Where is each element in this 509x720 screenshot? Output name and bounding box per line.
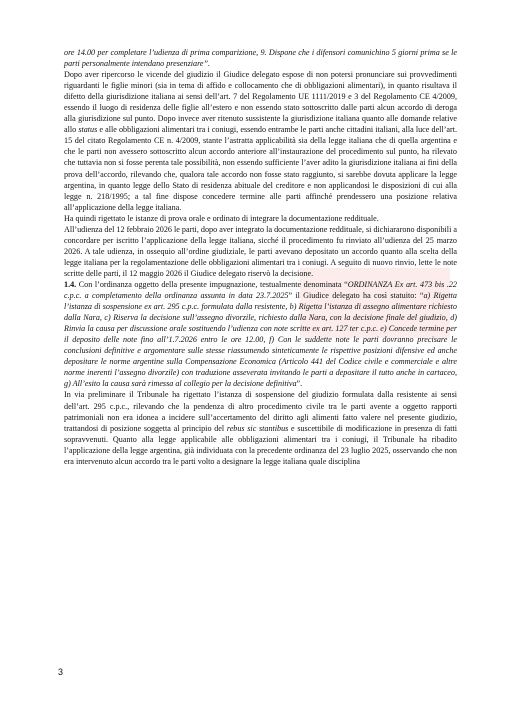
section-number: 1.4. (64, 279, 77, 289)
paragraph-evidence: Ha quindi rigettato le istanze di prova orale e ordinato di integrare la documentazione reddituale. (64, 213, 379, 223)
paragraph-ordinance-part-a: Con l’ordinanza oggetto della presente impugnazione, testualmente denominata “ (76, 279, 348, 289)
paragraph-jurisdiction (64, 69, 457, 213)
paragraph-quote-end: ore 14.00 per completare l’udienza di prima comparizione, 9. Dispone che i difensori comunichino 5 giorni prima se le parti personalmente intendano presenziare”. (64, 48, 457, 69)
paragraph-tribunal-part-b: e suscettibile di modificazione in presenza di fatti sopravvenuti. Quanto alla legge applicabile alle obbligazioni alimentari tra i coniugi, il Tribunale ha ribadito l’applicazione della legge argentina, già individuata con la precedente ordinanza del 23 luglio 2025, osservando che non era intervenuto alcun accordo tra le parti volto a designare la legge italiana quale disciplina (64, 423, 457, 466)
status-term: status (78, 125, 98, 135)
document-body (64, 47, 457, 467)
paragraph-tribunal-part-a: In via preliminare il Tribunale ha rigettato l’istanza di sospensione del giudizio formulata dalla resistente ai sensi dell’art. 295 c.p.c., rilevando che la pendenza di altro procedimento civile tra le parti avente a oggetto rapporti patrimoniali non era idonea a incidere sull’accertamento del diritto agli alimenti fatto valere nel presente giudizio, trattandosi di posizione soggetta al principio del (64, 390, 457, 433)
paragraph-ordinance-part-b: ” il Giudice delegato ha così statuito: “ (288, 291, 424, 301)
ordinance-title: ORDINANZA Ex art. 473 bis .22 c.p.c. a completamento della ordinanza assunta in data 23.7.2025 (64, 279, 457, 301)
paragraph-ordinance (64, 279, 457, 389)
paragraph-tribunal (64, 389, 457, 466)
ordinance-quote: a) Rigetta l’istanza di sospensione ex art. 295 c.p.c. formulata dalla resistente, b) Rigetta l’istanza di assegno alimentare richiesto dalla Nara, c) Riserva la decisione sull’assegno divorzile, richiesto dalla Nara, con la decisione finale del giudizio, d) Rinvia la causa per discussione orale sostituendo l’udienza con note scritte ex art. 127 ter c.p.c. e) Concede termine per il deposito delle note fino all’1.7.2026 entro le ore 12.00, f) Con le suddette note le parti dovranno precisare le conclusioni definitive e argomentare sulle stesse riassumendo sinteticamente le rispettive posizioni difensive ed anche depositare le norme argentine sulla Compensazione Economica (Articolo 441 del Codice civile e commerciale e altre norme inerenti l’assegno divorzile) con traduzione asseverata invitando le parti a depositare il tutto anche in cartaceo, g) All’esito la causa sarà rimessa al collegio per la decisione definitiva (64, 291, 457, 389)
paragraph-jurisdiction-part-a: Dopo aver ripercorso le vicende del giudizio il Giudice delegato espose di non potersi pronunciare sui provvedimenti riguardanti le figlie minori (sia in tema di affido e collocamento che di obbligazioni alimentari), in quanto risultava il difetto della giurisdizione italiana ai sensi dell’art. 7 del Regolamento UE 1111/2019 e 3 del Regolamento CE 4/2009, essendo il luogo di residenza delle figlie all’estero e non essendo stato sottoscritto dalle parti alcun accordo di deroga alla giurisdizione sul punto. Dopo invece aver ritenuto sussistente la giurisdizione italiana quanto alle domande relative allo (64, 70, 457, 135)
paragraph-jurisdiction-part-b: e alle obbligazioni alimentari tra i coniugi, essendo entrambe le parti anche cittadini italiani, alla luce dell’art. 15 del citato Regolamento CE n. 4/2009, stante l’astratta applicabilità sia della legge italiana che di quella argentina e che le parti non avessero sottoscritto alcun accordo anteriore all’instaurazione del procedimento sul punto, ha rilevato che tuttavia non si fosse perenta tale possibilità, non essendo sufficiente l’aver adito la giurisdizione italiana ai fini della prova dell’accordo, rilevando che, qualora tale accordo non fosse stato raggiunto, si sarebbe dovuta applicare la legge argentina, in quanto legge dello Stato di residenza abituale del creditore e non applicandosi le disposizioni di cui alla legge n. 218/1995; a tal fine dispose concedere termine alle parti affinché prendessero una posizione relativa all’applicazione della legge italiana. (64, 125, 458, 212)
page-number: 3 (58, 667, 64, 677)
paragraph-ordinance-part-c: ”. (296, 379, 303, 389)
paragraph-hearings: All’udienza del 12 febbraio 2026 le parti, dopo aver integrato la documentazione reddituale, si dichiararono disponibili a concordare per iscritto l’applicazione della legge italiana, sicché il procedimento fu rinviato all’udienza del 25 marzo 2026. A tale udienza, in ossequio all’ordine giudiziale, le parti avevano depositato un accordo quanto alla scelta della legge italiana per la regolamentazione delle obbligazioni alimentari tra i coniugi. A seguito di nuovo rinvio, lette le note scritte delle parti, il 12 maggio 2026 il Giudice delegato riservò la decisione. (64, 224, 457, 278)
rebus-term: rebus sic stantibus (226, 423, 289, 433)
